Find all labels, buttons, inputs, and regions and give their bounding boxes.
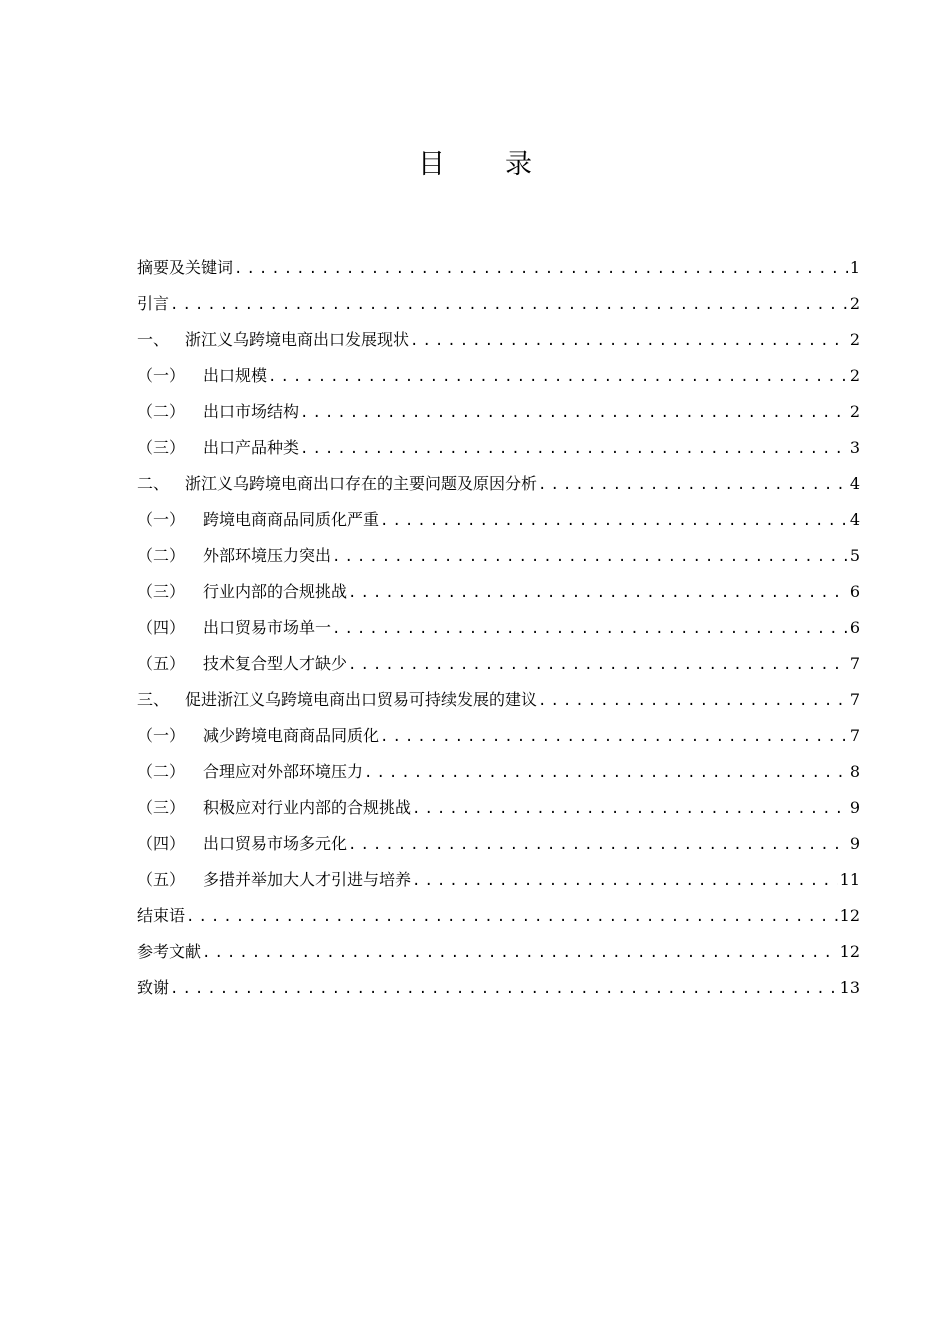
toc-entry-text: 出口贸易市场单一 xyxy=(203,618,332,637)
toc-entry[interactable] xyxy=(137,718,860,754)
toc-dot-leader xyxy=(348,827,848,863)
toc-entry-label xyxy=(137,538,331,574)
toc-entry-text: 多措并举加大人才引进与培养 xyxy=(203,870,412,889)
toc-entry-label xyxy=(137,970,169,1006)
toc-entry-text: 参考文献 xyxy=(137,942,202,961)
toc-entry-number: （一） xyxy=(137,510,186,529)
table-of-contents xyxy=(137,250,860,1006)
toc-entry-text: 致谢 xyxy=(137,978,170,997)
toc-entry-number: （四） xyxy=(137,618,186,637)
toc-dot-leader xyxy=(202,935,838,971)
toc-entry-text: 浙江义乌跨境电商出口存在的主要问题及原因分析 xyxy=(185,474,538,493)
toc-entry-label xyxy=(137,862,411,898)
toc-entry-text: 跨境电商商品同质化严重 xyxy=(203,510,380,529)
toc-entry-text: 促进浙江义乌跨境电商出口贸易可持续发展的建议 xyxy=(185,690,538,709)
toc-page-number: 9 xyxy=(849,834,860,853)
toc-page-number: 11 xyxy=(839,870,860,889)
toc-entry-number: 二、 xyxy=(137,474,170,493)
toc-entry[interactable] xyxy=(137,502,860,538)
toc-entry-label xyxy=(137,394,299,430)
toc-page-number: 2 xyxy=(849,402,860,421)
toc-entry[interactable] xyxy=(137,898,860,934)
toc-entry-text: 减少跨境电商商品同质化 xyxy=(203,726,380,745)
toc-entry-label xyxy=(137,682,537,718)
toc-entry-label xyxy=(137,826,347,862)
toc-entry[interactable] xyxy=(137,754,860,790)
toc-page-number: 5 xyxy=(849,546,860,565)
toc-entry[interactable] xyxy=(137,466,860,502)
toc-entry-label xyxy=(137,286,169,322)
toc-dot-leader xyxy=(410,323,848,359)
toc-dot-leader xyxy=(332,539,848,575)
toc-entry[interactable] xyxy=(137,682,860,718)
toc-dot-leader xyxy=(234,251,848,287)
toc-entry-label xyxy=(137,430,299,466)
toc-entry-text: 技术复合型人才缺少 xyxy=(203,654,348,673)
toc-entry[interactable] xyxy=(137,610,860,646)
toc-dot-leader xyxy=(186,899,838,935)
toc-entry[interactable] xyxy=(137,790,860,826)
toc-entry-label xyxy=(137,754,363,790)
toc-entry-number: （二） xyxy=(137,402,186,421)
toc-page-number: 8 xyxy=(849,762,860,781)
toc-entry-label xyxy=(137,466,537,502)
toc-entry-text: 浙江义乌跨境电商出口发展现状 xyxy=(185,330,410,349)
toc-entry-text: 行业内部的合规挑战 xyxy=(203,582,348,601)
toc-dot-leader xyxy=(380,719,848,755)
toc-page-number: 12 xyxy=(839,906,860,925)
toc-page-number: 13 xyxy=(839,978,860,997)
toc-page-number: 2 xyxy=(849,330,860,349)
toc-dot-leader xyxy=(300,431,848,467)
toc-entry-label xyxy=(137,610,331,646)
toc-dot-leader xyxy=(348,647,848,683)
toc-entry[interactable] xyxy=(137,574,860,610)
toc-entry-number: （三） xyxy=(137,582,186,601)
toc-entry-text: 出口规模 xyxy=(203,366,268,385)
title-char-1: 目 xyxy=(418,149,445,180)
toc-page-number: 9 xyxy=(849,798,860,817)
toc-entry-label xyxy=(137,934,201,970)
toc-entry[interactable] xyxy=(137,646,860,682)
toc-entry[interactable] xyxy=(137,934,860,970)
toc-page-number: 7 xyxy=(849,726,860,745)
toc-entry-label xyxy=(137,502,379,538)
toc-entry-text: 摘要及关键词 xyxy=(137,258,234,277)
toc-page-number: 12 xyxy=(839,942,860,961)
toc-page-number: 4 xyxy=(849,510,860,529)
toc-page-number: 4 xyxy=(849,474,860,493)
toc-dot-leader xyxy=(332,611,848,647)
toc-entry-text: 积极应对行业内部的合规挑战 xyxy=(203,798,412,817)
toc-entry-number: （五） xyxy=(137,870,186,889)
toc-entry-number: （五） xyxy=(137,654,186,673)
toc-dot-leader xyxy=(300,395,848,431)
toc-dot-leader xyxy=(412,791,848,827)
toc-entry[interactable] xyxy=(137,862,860,898)
toc-dot-leader xyxy=(170,287,848,323)
toc-page-number: 7 xyxy=(849,690,860,709)
title-char-2: 录 xyxy=(505,149,532,180)
toc-entry[interactable] xyxy=(137,970,860,1006)
toc-entry-label xyxy=(137,574,347,610)
toc-entry-text: 出口市场结构 xyxy=(203,402,300,421)
toc-dot-leader xyxy=(170,971,838,1007)
toc-page-number: 7 xyxy=(849,654,860,673)
toc-entry-label xyxy=(137,322,409,358)
toc-dot-leader xyxy=(364,755,848,791)
toc-entry-number: （一） xyxy=(137,366,186,385)
toc-entry[interactable] xyxy=(137,826,860,862)
toc-entry-number: （二） xyxy=(137,546,186,565)
toc-page-number: 3 xyxy=(849,438,860,457)
toc-entry[interactable] xyxy=(137,430,860,466)
toc-entry-text: 引言 xyxy=(137,294,170,313)
toc-page-number: 2 xyxy=(849,366,860,385)
toc-dot-leader xyxy=(538,683,848,719)
toc-entry-label xyxy=(137,898,185,934)
toc-entry-text: 外部环境压力突出 xyxy=(203,546,332,565)
toc-dot-leader xyxy=(348,575,848,611)
toc-dot-leader xyxy=(268,359,848,395)
toc-dot-leader xyxy=(412,863,838,899)
toc-entry-label xyxy=(137,646,347,682)
toc-entry-label xyxy=(137,250,233,286)
toc-entry-label xyxy=(137,718,379,754)
toc-entry-text: 出口贸易市场多元化 xyxy=(203,834,348,853)
toc-dot-leader xyxy=(380,503,848,539)
toc-page-number: 2 xyxy=(849,294,860,313)
toc-entry-number: 三、 xyxy=(137,690,170,709)
toc-entry-number: （三） xyxy=(137,798,186,817)
toc-entry[interactable] xyxy=(137,250,860,286)
toc-entry-number: （四） xyxy=(137,834,186,853)
toc-entry-number: （三） xyxy=(137,438,186,457)
page-title xyxy=(0,142,950,181)
toc-entry-text: 出口产品种类 xyxy=(203,438,300,457)
toc-entry[interactable] xyxy=(137,538,860,574)
toc-entry-text: 合理应对外部环境压力 xyxy=(203,762,364,781)
toc-entry[interactable] xyxy=(137,394,860,430)
toc-entry-number: （二） xyxy=(137,762,186,781)
toc-entry-number: 一、 xyxy=(137,330,170,349)
toc-dot-leader xyxy=(538,467,848,503)
toc-page-number: 1 xyxy=(849,258,860,277)
toc-page-number: 6 xyxy=(849,618,860,637)
toc-entry[interactable] xyxy=(137,286,860,322)
toc-entry-number: （一） xyxy=(137,726,186,745)
toc-entry[interactable] xyxy=(137,322,860,358)
toc-entry[interactable] xyxy=(137,358,860,394)
toc-entry-label xyxy=(137,358,267,394)
toc-page-number: 6 xyxy=(849,582,860,601)
toc-entry-text: 结束语 xyxy=(137,906,186,925)
toc-entry-label xyxy=(137,790,411,826)
